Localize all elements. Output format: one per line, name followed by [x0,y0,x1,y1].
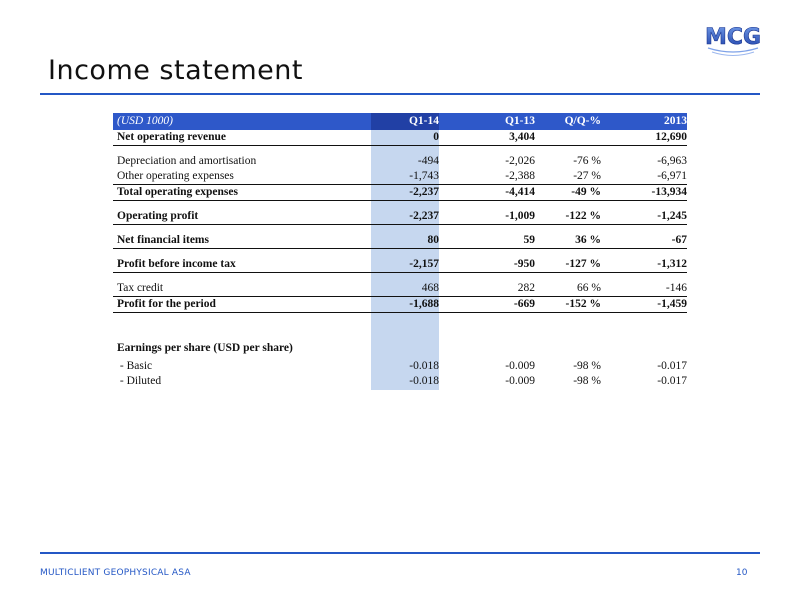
title-divider [40,93,760,95]
cell-q1-13: -669 [513,298,535,310]
cell-2013: -1,459 [657,298,687,310]
row-label: Profit before income tax [117,258,236,270]
cell-2013: 12,690 [655,131,687,143]
cell-qq: 66 % [577,282,601,294]
header-q1-13: Q1-13 [504,115,535,127]
cell-q1-14: -1,743 [409,170,439,182]
row-label: Profit for the period [117,298,216,310]
cell-qq: -152 % [565,298,601,310]
header-units: (USD 1000) [117,115,173,127]
cell-qq: -76 % [573,155,601,167]
table-row-total-opex [113,185,687,201]
row-label: Operating profit [117,210,199,222]
cell-q1-14: -2,237 [409,210,439,222]
cell-q1-14: -0.018 [409,360,439,372]
cell-q1-13: 3,404 [509,131,535,143]
cell-2013: -6,963 [657,155,687,167]
table-row-depreciation [113,154,687,169]
table-row-tax-credit [113,281,687,297]
cell-q1-13: -950 [513,258,535,270]
cell-q1-14: -494 [417,155,439,167]
row-label: Depreciation and amortisation [117,155,257,167]
row-spacer [113,225,687,233]
row-label: - Basic [117,360,153,372]
cell-qq: -122 % [565,210,601,222]
row-spacer [113,249,687,257]
row-label: Earnings per share (USD per share) [117,342,293,354]
footer-divider [40,552,760,554]
footer-company-name: MULTICLIENT GEOPHYSICAL ASA [40,568,191,578]
cell-qq: -98 % [573,360,601,372]
cell-qq: -98 % [573,375,601,387]
cell-q1-13: -0.009 [505,375,535,387]
cell-2013: -1,245 [657,210,687,222]
table-row-net-financial [113,233,687,249]
cell-q1-13: 282 [517,282,535,294]
table-row-net-operating-revenue [113,130,687,146]
table-row-eps-header [113,341,687,356]
cell-2013: -146 [665,282,687,294]
mcg-logo [704,14,762,62]
table-row-operating-profit [113,209,687,225]
cell-q1-14: 0 [433,131,439,143]
cell-q1-13: -2,026 [505,155,535,167]
cell-q1-13: -4,414 [505,186,535,198]
cell-qq: -49 % [571,186,601,198]
table-row-eps-diluted [113,374,687,389]
row-spacer [113,146,687,154]
cell-q1-14: -2,237 [409,186,439,198]
row-label: Total operating expenses [117,186,238,198]
cell-q1-14: -0.018 [409,375,439,387]
row-label: Other operating expenses [117,170,234,182]
svg-text:MCG: MCG [704,25,762,50]
cell-q1-14: 80 [427,234,439,246]
row-label: Tax credit [117,282,164,294]
cell-qq: 36 % [575,234,601,246]
cell-q1-14: -2,157 [409,258,439,270]
cell-qq: -27 % [573,170,601,182]
cell-q1-14: 468 [421,282,439,294]
row-spacer [113,201,687,209]
table-row-eps-basic [113,359,687,374]
cell-q1-13: -2,388 [505,170,535,182]
row-label: Net financial items [117,234,209,246]
table-header-row [113,113,687,130]
table-row-profit-period [113,297,687,313]
cell-2013: -13,934 [651,186,687,198]
cell-2013: -0.017 [657,375,687,387]
cell-2013: -6,971 [657,170,687,182]
cell-qq: -127 % [565,258,601,270]
cell-q1-13: -1,009 [505,210,535,222]
cell-2013: -0.017 [657,360,687,372]
header-q1-14: Q1-14 [408,115,439,127]
income-statement-table [113,113,687,389]
slide-title: Income statement [48,55,303,86]
header-qq: Q/Q-% [564,115,601,127]
row-spacer [113,313,687,341]
header-2013: 2013 [664,115,687,127]
cell-q1-13: -0.009 [505,360,535,372]
cell-q1-14: -1,688 [409,298,439,310]
table-row-other-opex [113,169,687,185]
row-label: Net operating revenue [117,131,227,143]
cell-2013: -67 [671,234,687,246]
row-spacer [113,273,687,281]
table-row-profit-before-tax [113,257,687,273]
page-number: 10 [736,568,748,578]
cell-q1-13: 59 [523,234,535,246]
row-label: - Diluted [117,375,162,387]
cell-2013: -1,312 [657,258,687,270]
